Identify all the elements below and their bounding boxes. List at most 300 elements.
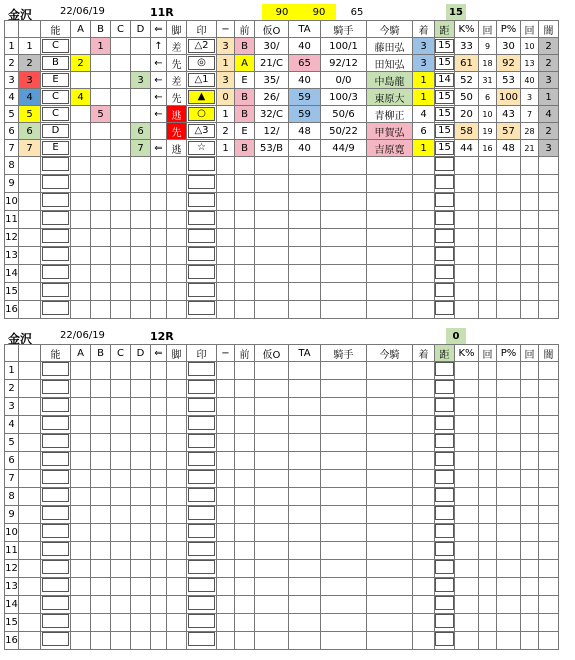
empty-cell — [19, 506, 41, 524]
empty-cell — [71, 157, 91, 175]
empty-cell — [71, 434, 91, 452]
empty-cell — [289, 247, 321, 265]
empty-cell — [217, 632, 235, 650]
empty-cell — [111, 542, 131, 560]
empty-cell — [19, 362, 41, 380]
empty-cell — [255, 380, 289, 398]
table-row — [5, 265, 559, 283]
table-row — [5, 542, 559, 560]
jockey-rate-cell: 100/3 — [321, 89, 367, 106]
empty-cell — [435, 265, 455, 283]
top-value-a: 90 — [262, 4, 302, 21]
empty-cell — [235, 470, 255, 488]
empty-cell — [479, 398, 497, 416]
empty-cell — [187, 398, 217, 416]
empty-cell — [91, 632, 111, 650]
empty-cell — [255, 524, 289, 542]
empty-cell — [19, 229, 41, 247]
empty-cell — [521, 470, 539, 488]
p-count-cell: 10 — [521, 38, 539, 55]
empty-cell — [479, 434, 497, 452]
k-percent-cell: 44 — [455, 140, 479, 157]
col-b: 5 — [91, 106, 111, 123]
empty-cell — [41, 283, 71, 301]
empty-box — [435, 398, 454, 412]
empty-box — [42, 434, 70, 448]
empty-cell — [167, 578, 187, 596]
k-count-cell: 9 — [479, 38, 497, 55]
row-number: 9 — [5, 506, 19, 524]
empty-cell — [167, 470, 187, 488]
empty-cell — [71, 524, 91, 542]
empty-cell — [497, 560, 521, 578]
column-header: 回 — [521, 21, 539, 38]
jockey-rate-cell: 92/12 — [321, 55, 367, 72]
empty-cell — [187, 560, 217, 578]
empty-cell — [497, 362, 521, 380]
empty-cell — [235, 283, 255, 301]
empty-cell — [255, 416, 289, 434]
column-header: A — [71, 21, 91, 38]
jockey-name-cell: 中島龍 — [367, 72, 413, 89]
empty-cell — [111, 632, 131, 650]
header-corner — [5, 345, 19, 362]
p-percent-cell: 48 — [497, 140, 521, 157]
leg-cell: 逃 — [167, 140, 187, 157]
empty-box — [435, 193, 454, 207]
empty-cell — [111, 398, 131, 416]
empty-cell — [521, 175, 539, 193]
waku-number: 7 — [19, 140, 41, 157]
empty-cell — [91, 542, 111, 560]
jockey-name-cell: 甲賀弘 — [367, 123, 413, 140]
row-number: 15 — [5, 614, 19, 632]
empty-cell — [19, 247, 41, 265]
empty-cell — [19, 211, 41, 229]
empty-cell — [435, 175, 455, 193]
empty-cell — [235, 380, 255, 398]
empty-cell — [255, 488, 289, 506]
empty-box — [435, 434, 454, 448]
empty-cell — [167, 560, 187, 578]
empty-cell — [497, 247, 521, 265]
column-header: 闇 — [539, 345, 559, 362]
empty-cell — [111, 175, 131, 193]
empty-cell — [367, 416, 413, 434]
chaku-cell: 3 — [413, 55, 435, 72]
empty-cell — [41, 542, 71, 560]
jockey-name-cell: 東原大 — [367, 89, 413, 106]
table-row — [5, 398, 559, 416]
empty-cell — [479, 506, 497, 524]
empty-cell — [111, 452, 131, 470]
empty-cell — [367, 470, 413, 488]
empty-cell — [521, 283, 539, 301]
empty-cell — [71, 614, 91, 632]
empty-cell — [497, 524, 521, 542]
mae-cell: B — [235, 89, 255, 106]
empty-cell — [255, 578, 289, 596]
table-row — [5, 560, 559, 578]
empty-cell — [367, 488, 413, 506]
empty-box — [188, 283, 216, 297]
empty-cell — [497, 542, 521, 560]
column-header: − — [217, 21, 235, 38]
empty-cell — [455, 524, 479, 542]
empty-cell — [255, 301, 289, 319]
empty-cell — [321, 416, 367, 434]
empty-cell — [187, 434, 217, 452]
race-sheet-12r — [0, 328, 575, 646]
nou-cell — [41, 55, 71, 72]
empty-cell — [367, 560, 413, 578]
empty-cell — [539, 470, 559, 488]
k-count-cell: 18 — [479, 55, 497, 72]
empty-cell — [479, 452, 497, 470]
empty-cell — [41, 632, 71, 650]
mark-cell — [187, 38, 217, 55]
empty-cell — [111, 301, 131, 319]
p-percent-cell: 30 — [497, 38, 521, 55]
empty-cell — [321, 524, 367, 542]
empty-cell — [91, 380, 111, 398]
empty-cell — [289, 175, 321, 193]
empty-cell — [521, 488, 539, 506]
empty-cell — [289, 229, 321, 247]
empty-cell — [91, 362, 111, 380]
table-row — [5, 211, 559, 229]
empty-cell — [217, 301, 235, 319]
ta-cell: 40 — [289, 72, 321, 89]
ta-cell: 40 — [289, 38, 321, 55]
empty-box — [435, 614, 454, 628]
empty-cell — [151, 578, 167, 596]
empty-cell — [521, 265, 539, 283]
row-number: 1 — [5, 38, 19, 55]
empty-cell — [217, 434, 235, 452]
empty-cell — [91, 452, 111, 470]
empty-cell — [413, 578, 435, 596]
empty-cell — [521, 211, 539, 229]
empty-cell — [131, 524, 151, 542]
column-header: TA — [289, 345, 321, 362]
empty-cell — [151, 614, 167, 632]
empty-cell — [131, 247, 151, 265]
empty-cell — [521, 542, 539, 560]
empty-cell — [19, 434, 41, 452]
empty-cell — [367, 193, 413, 211]
empty-cell — [111, 380, 131, 398]
empty-cell — [289, 524, 321, 542]
empty-cell — [41, 229, 71, 247]
table-row — [5, 89, 559, 106]
nou-value: D — [42, 124, 70, 138]
empty-cell — [479, 193, 497, 211]
dist-top-value: 0 — [446, 328, 466, 345]
empty-cell — [217, 211, 235, 229]
empty-cell — [71, 596, 91, 614]
empty-box — [188, 229, 216, 243]
empty-box — [42, 175, 70, 189]
empty-cell — [539, 398, 559, 416]
empty-cell — [367, 614, 413, 632]
table-row — [5, 72, 559, 89]
empty-cell — [151, 632, 167, 650]
empty-cell — [413, 398, 435, 416]
empty-box — [42, 398, 70, 412]
p-percent-cell: 100 — [497, 89, 521, 106]
col-d — [131, 55, 151, 72]
empty-cell — [455, 614, 479, 632]
empty-cell — [71, 193, 91, 211]
chaku-cell: 1 — [413, 89, 435, 106]
column-header: C — [111, 21, 131, 38]
empty-box — [188, 506, 216, 520]
empty-cell — [479, 578, 497, 596]
empty-box — [435, 524, 454, 538]
jockey-name-cell: 藤田弘 — [367, 38, 413, 55]
col-c — [111, 123, 131, 140]
empty-cell — [479, 301, 497, 319]
empty-cell — [217, 542, 235, 560]
column-header: B — [91, 345, 111, 362]
column-header: 前 — [235, 21, 255, 38]
col-d — [131, 38, 151, 55]
empty-box — [42, 211, 70, 225]
row-number: 10 — [5, 524, 19, 542]
row-number: 13 — [5, 247, 19, 265]
empty-cell — [151, 506, 167, 524]
empty-cell — [521, 362, 539, 380]
col-b — [91, 140, 111, 157]
col-d — [131, 89, 151, 106]
minus-cell: 1 — [217, 55, 235, 72]
nou-value: B — [42, 56, 70, 70]
chaku-cell: 1 — [413, 72, 435, 89]
empty-cell — [539, 301, 559, 319]
empty-cell — [41, 193, 71, 211]
empty-box — [42, 247, 70, 261]
table-row — [5, 38, 559, 55]
empty-cell — [71, 632, 91, 650]
empty-cell — [71, 265, 91, 283]
table-row — [5, 380, 559, 398]
empty-cell — [91, 283, 111, 301]
empty-cell — [19, 398, 41, 416]
empty-cell — [91, 560, 111, 578]
empty-cell — [367, 542, 413, 560]
row-number: 15 — [5, 283, 19, 301]
empty-cell — [497, 452, 521, 470]
col-a — [71, 38, 91, 55]
empty-cell — [217, 283, 235, 301]
empty-cell — [539, 157, 559, 175]
empty-box — [435, 157, 454, 171]
empty-cell — [255, 283, 289, 301]
race-table-12r — [4, 344, 559, 650]
mark-value: ☆ — [188, 141, 216, 155]
empty-cell — [217, 175, 235, 193]
row-number: 4 — [5, 416, 19, 434]
empty-cell — [111, 578, 131, 596]
empty-cell — [479, 560, 497, 578]
column-header: A — [71, 345, 91, 362]
dist-cell — [435, 72, 455, 89]
p-count-cell: 40 — [521, 72, 539, 89]
empty-box — [188, 470, 216, 484]
empty-cell — [167, 362, 187, 380]
empty-cell — [539, 380, 559, 398]
k-count-cell: 6 — [479, 89, 497, 106]
column-header: 仮O — [255, 21, 289, 38]
row-number: 7 — [5, 140, 19, 157]
empty-cell — [367, 211, 413, 229]
empty-cell — [235, 229, 255, 247]
empty-cell — [255, 175, 289, 193]
empty-cell — [19, 614, 41, 632]
empty-cell — [91, 193, 111, 211]
arrow-cell: ⇐ — [151, 140, 167, 157]
empty-cell — [521, 434, 539, 452]
empty-cell — [151, 542, 167, 560]
leg-cell: 先 — [167, 55, 187, 72]
race-sheet-11r — [0, 4, 575, 315]
empty-cell — [255, 265, 289, 283]
empty-cell — [217, 157, 235, 175]
empty-cell — [187, 578, 217, 596]
empty-cell — [539, 265, 559, 283]
empty-cell — [71, 488, 91, 506]
empty-cell — [111, 265, 131, 283]
empty-cell — [167, 524, 187, 542]
jockey-rate-cell: 100/1 — [321, 38, 367, 55]
empty-cell — [167, 614, 187, 632]
column-header: TA — [289, 21, 321, 38]
empty-cell — [367, 265, 413, 283]
empty-cell — [479, 416, 497, 434]
empty-box — [42, 542, 70, 556]
p-percent-cell: 43 — [497, 106, 521, 123]
dist-value: 15 — [435, 141, 454, 155]
empty-cell — [321, 283, 367, 301]
empty-cell — [167, 247, 187, 265]
empty-cell — [131, 542, 151, 560]
empty-cell — [435, 452, 455, 470]
empty-cell — [187, 542, 217, 560]
empty-cell — [235, 488, 255, 506]
empty-cell — [367, 578, 413, 596]
empty-cell — [131, 398, 151, 416]
dist-value: 15 — [435, 39, 454, 53]
empty-cell — [321, 578, 367, 596]
empty-cell — [235, 596, 255, 614]
empty-cell — [455, 247, 479, 265]
empty-cell — [289, 506, 321, 524]
empty-cell — [479, 362, 497, 380]
column-header: 回 — [479, 21, 497, 38]
empty-cell — [19, 596, 41, 614]
empty-cell — [479, 614, 497, 632]
empty-cell — [413, 560, 435, 578]
empty-cell — [167, 211, 187, 229]
empty-cell — [19, 470, 41, 488]
empty-box — [42, 470, 70, 484]
table-row — [5, 632, 559, 650]
mark-cell — [187, 106, 217, 123]
empty-cell — [255, 398, 289, 416]
empty-cell — [235, 524, 255, 542]
empty-box — [188, 362, 216, 376]
empty-cell — [235, 434, 255, 452]
waku-number: 5 — [19, 106, 41, 123]
empty-cell — [19, 578, 41, 596]
dist-cell — [435, 140, 455, 157]
table-row — [5, 362, 559, 380]
waku-number: 2 — [19, 55, 41, 72]
empty-cell — [71, 362, 91, 380]
empty-cell — [111, 560, 131, 578]
empty-cell — [91, 416, 111, 434]
empty-cell — [479, 470, 497, 488]
column-header: 脚 — [167, 21, 187, 38]
empty-cell — [521, 229, 539, 247]
empty-cell — [217, 524, 235, 542]
row-number: 12 — [5, 229, 19, 247]
empty-cell — [187, 380, 217, 398]
table-row — [5, 123, 559, 140]
empty-cell — [235, 560, 255, 578]
empty-cell — [217, 398, 235, 416]
mark-cell — [187, 72, 217, 89]
empty-cell — [413, 488, 435, 506]
empty-cell — [413, 193, 435, 211]
column-header: 脚 — [167, 345, 187, 362]
mark-cell — [187, 89, 217, 106]
yami-cell: 4 — [539, 106, 559, 123]
k-percent-cell: 61 — [455, 55, 479, 72]
col-c — [111, 140, 131, 157]
empty-cell — [255, 157, 289, 175]
column-header: 着 — [413, 21, 435, 38]
empty-cell — [435, 283, 455, 301]
empty-cell — [289, 470, 321, 488]
empty-cell — [435, 578, 455, 596]
table-row — [5, 488, 559, 506]
empty-cell — [289, 416, 321, 434]
nou-value: E — [42, 141, 70, 155]
leg-cell: 差 — [167, 38, 187, 55]
empty-cell — [521, 632, 539, 650]
empty-box — [435, 283, 454, 297]
dist-cell — [435, 38, 455, 55]
empty-cell — [235, 542, 255, 560]
k-percent-cell: 50 — [455, 89, 479, 106]
empty-box — [188, 301, 216, 315]
empty-cell — [497, 175, 521, 193]
empty-cell — [71, 247, 91, 265]
empty-cell — [111, 157, 131, 175]
empty-cell — [497, 211, 521, 229]
ta-cell: 59 — [289, 89, 321, 106]
empty-cell — [151, 434, 167, 452]
empty-cell — [289, 488, 321, 506]
empty-cell — [151, 247, 167, 265]
empty-cell — [131, 211, 151, 229]
empty-box — [42, 614, 70, 628]
row-number: 6 — [5, 452, 19, 470]
yami-cell: 3 — [539, 72, 559, 89]
empty-cell — [255, 211, 289, 229]
